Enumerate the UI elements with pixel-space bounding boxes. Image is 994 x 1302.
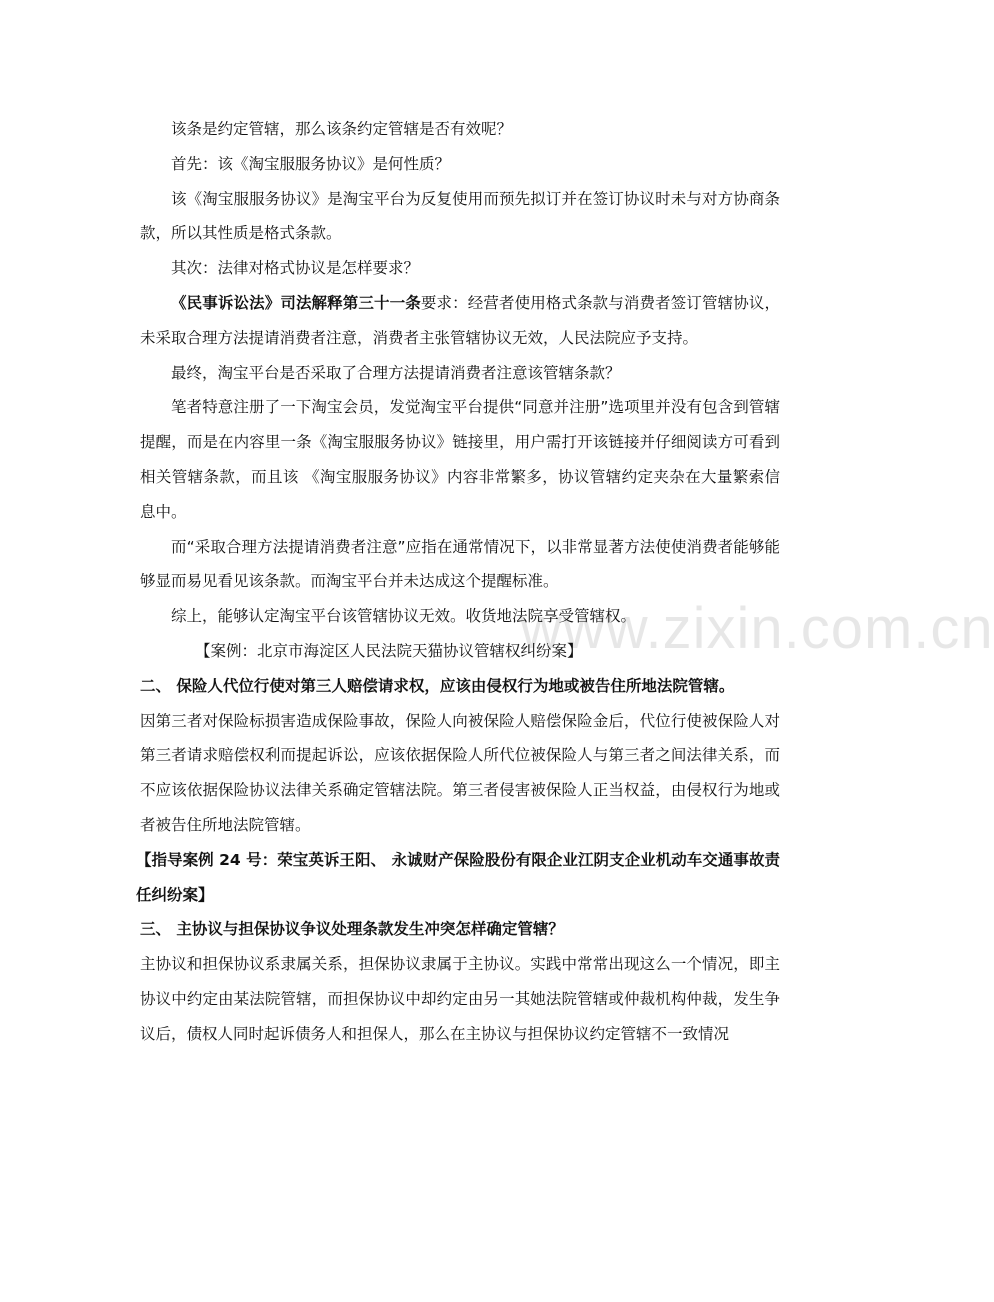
- case-reference: 【案例：北京市海淀区人民法院天猫协议管辖权纠纷案】: [195, 641, 583, 660]
- paragraph-legal-provision: [140, 286, 780, 356]
- paragraph-final-question: 最终，淘宝平台是否采取了合理方法提请消费者注意该管辖条款？: [171, 363, 621, 382]
- legal-provision-text: 要求：经营者使用格式条款与消费者签订管辖协议，未采取合理方法提请消费者注意，消费者主张管辖协议无效，人民法院应予支持。: [140, 293, 780, 347]
- paragraph-reasonable-method: 而“采取合理方法提请消费者注意”应指在通常情况下，以非常显著方法使使消费者能够能够显而易见看见该条款。而淘宝平台并未达成这个提醒标准。: [140, 537, 780, 591]
- document-body: [136, 112, 780, 1052]
- section-two-heading: 二、 保险人代位行使对第三人赔偿请求权，应该由侵权行为地或被告住所地法院管辖。: [140, 676, 735, 695]
- guiding-case-reference: 【指导案例 24 号：荣宝英诉王阳、 永诚财产保险股份有限企业江阴支企业机动车交通事故责任纠纷案】: [136, 850, 780, 904]
- paragraph-validity-question: 该条是约定管辖，那么该条约定管辖是否有效呢？: [171, 120, 513, 138]
- paragraph-second-question: 其次：法律对格式协议是怎样要求？: [171, 259, 420, 278]
- section-two-body: 因第三者对保险标损害造成保险事故，保险人向被保险人赔偿保险金后，代位行使被保险人对第三者请求赔偿权利而提起诉讼，应该依据保险人所代位被保险人与第三者之间法律关系，而不应该依据保险协议法律关系确定管辖法院。第三者侵害被保险人正当权益，由侵权行为地或者被告住所地法院管辖。: [140, 711, 780, 834]
- watermark: www.zixin.com.cn: [520, 596, 994, 661]
- legal-citation: 《民事诉讼法》司法解释第三十一条: [171, 293, 421, 312]
- paragraph-format-clause: 该《淘宝服服务协议》是淘宝平台为反复使用而预先拟订并在签订协议时未与对方协商条款，所以其性质是格式条款。: [140, 189, 780, 243]
- paragraph-author-observation: 笔者特意注册了一下淘宝会员，发觉淘宝平台提供“同意并注册”选项里并没有包含到管辖提醒，而是在内容里一条《淘宝服服务协议》链接里，用户需打开该链接并仔细阅读方可看到相关管辖条款，而且该 《淘宝服服务协议》内容非常繁多，协议管辖约定夹杂在大量繁索信息中。: [140, 398, 780, 521]
- section-three-body: 主协议和担保协议系隶属关系，担保协议隶属于主协议。实践中常常出现这么一个情况，即主协议中约定由某法院管辖，而担保协议中却约定由另一其她法院管辖或仲裁机构仲裁，发生争议后，债权人同时起诉债务人和担保人，那么在主协议与担保协议约定管辖不一致情况: [140, 955, 780, 1043]
- paragraph-conclusion: 综上，能够认定淘宝平台该管辖协议无效。收货地法院享受管辖权。: [171, 607, 637, 626]
- paragraph-first-question: 首先：该《淘宝服服务协议》是何性质？: [171, 154, 451, 173]
- section-three-heading: 三、 主协议与担保协议争议处理条款发生冲突怎样确定管辖？: [140, 920, 564, 939]
